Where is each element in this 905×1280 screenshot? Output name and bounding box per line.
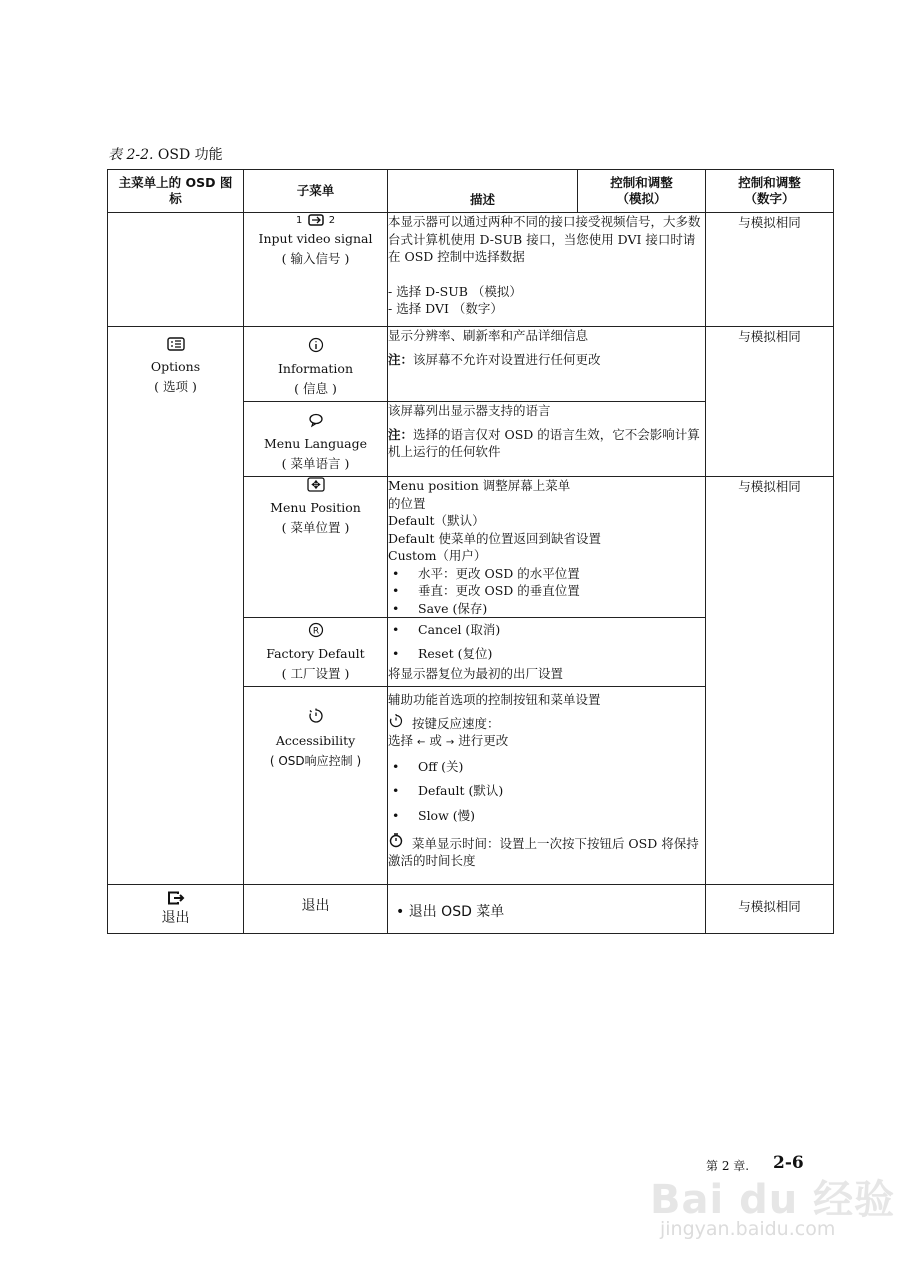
submenu-factory — [244, 618, 388, 687]
reset-r-icon — [244, 622, 387, 644]
submenu-input — [244, 213, 388, 327]
caption-title: OSD 功能 — [157, 147, 223, 163]
factory-name: Factory Default — [266, 646, 365, 661]
position-name: Menu Position — [270, 500, 361, 515]
main-icon-cell-empty — [108, 213, 244, 327]
information-description: 显示分辨率、刷新率和产品详细信息 注：该屏幕不允许对设置进行任何更改 — [388, 327, 706, 402]
factory-description: • Cancel (取消) • Reset (复位) 将显示器复位为最初的出厂设置 — [388, 618, 706, 687]
submenu-language — [244, 402, 388, 477]
options-digital-1: 与模拟相同 — [706, 327, 834, 477]
position-name-cn: ( 菜单位置 ) — [281, 520, 350, 535]
input-name-cn: ( 输入信号 ) — [281, 251, 350, 266]
osd-function-table — [107, 169, 834, 934]
timer-icon — [244, 707, 387, 731]
info-icon — [244, 337, 387, 359]
factory-name-cn: ( 工厂设置 ) — [281, 666, 350, 681]
submenu-information — [244, 327, 388, 402]
information-name: Information — [277, 361, 354, 376]
options-name-cn: ( 选项 ) — [154, 379, 197, 394]
watermark-logo: Bai du 经验 — [650, 1177, 896, 1223]
exit-name: 退出 — [161, 910, 190, 926]
header-description: 描述 — [388, 170, 578, 213]
input-switch-icon: 1 2 — [295, 215, 336, 226]
table-header-row — [108, 170, 834, 213]
exit-digital: 与模拟相同 — [706, 885, 834, 934]
stopwatch-icon — [388, 836, 404, 851]
accessibility-name-cn: ( OSD响应控制 ) — [269, 754, 362, 768]
submenu-position — [244, 477, 388, 618]
table-caption — [108, 144, 223, 164]
information-name-cn: ( 信息 ) — [294, 381, 337, 396]
submenu-exit: 退出 — [244, 885, 388, 934]
language-description: 该屏幕列出显示器支持的语言 注：选择的语言仅对 OSD 的语言生效，它不会影响计算机上运行的任何软件 — [388, 402, 706, 477]
options-icon — [108, 337, 243, 357]
table-row-information — [108, 327, 834, 402]
arrow-left-icon: ← — [417, 736, 426, 748]
accessibility-description: 辅助功能首选项的控制按钮和菜单设置 按键反应速度： 选择 ← 或 → 进行更改 • Off (关) • Default (默认) • Slow (慢) 菜单显示时间：设置上一次按下按钮后 OSD 将保持激活的时间长度 — [388, 687, 706, 885]
caption-prefix: 表 2-2. — [108, 147, 154, 163]
timer-small-icon — [388, 716, 404, 731]
accessibility-name: Accessibility — [275, 733, 356, 748]
table-row-input — [108, 213, 834, 327]
header-digital: 控制和调整（数字） — [706, 170, 834, 213]
exit-description: • 退出 OSD 菜单 — [388, 885, 706, 934]
arrow-right-icon: → — [445, 736, 455, 748]
language-name-cn: ( 菜单语言 ) — [281, 456, 350, 471]
options-digital-2: 与模拟相同 — [706, 477, 834, 885]
footer-chapter: 第 2 章. — [706, 1159, 750, 1173]
exit-icon — [108, 891, 243, 910]
submenu-accessibility — [244, 687, 388, 885]
move-arrows-icon — [244, 477, 387, 498]
main-icon-options — [108, 327, 244, 885]
header-submenu: 子菜单 — [244, 170, 388, 213]
position-description: Menu position 调整屏幕上菜单的位置 Default（默认） Default 使菜单的位置返回到缺省设置 Custom（用户） • 水平：更改 OSD 的水平位置 • 垂直：更改 OSD 的垂直位置 • Save (保存) — [388, 477, 706, 618]
main-icon-exit — [108, 885, 244, 934]
watermark-url: jingyan.baidu.com — [660, 1218, 836, 1240]
options-name: Options — [150, 359, 201, 374]
footer-page-number: 2-6 — [773, 1153, 804, 1173]
header-main-icon: 主菜单上的 OSD 图标 — [108, 170, 244, 213]
svg-text:R: R — [312, 626, 319, 637]
input-digital: 与模拟相同 — [706, 213, 834, 327]
speech-bubble-icon — [244, 412, 387, 434]
language-name: Menu Language — [264, 436, 367, 451]
table-row-exit — [108, 885, 834, 934]
input-name: Input video signal — [258, 231, 373, 246]
header-analog: 控制和调整（模拟） — [578, 170, 706, 213]
input-description: 本显示器可以通过两种不同的接口接受视频信号，大多数台式计算机使用 D-SUB 接口，当您使用 DVI 接口时请在 OSD 控制中选择数据 - 选择 D-SUB （模拟） - 选择 DVI （数字） — [388, 213, 706, 327]
